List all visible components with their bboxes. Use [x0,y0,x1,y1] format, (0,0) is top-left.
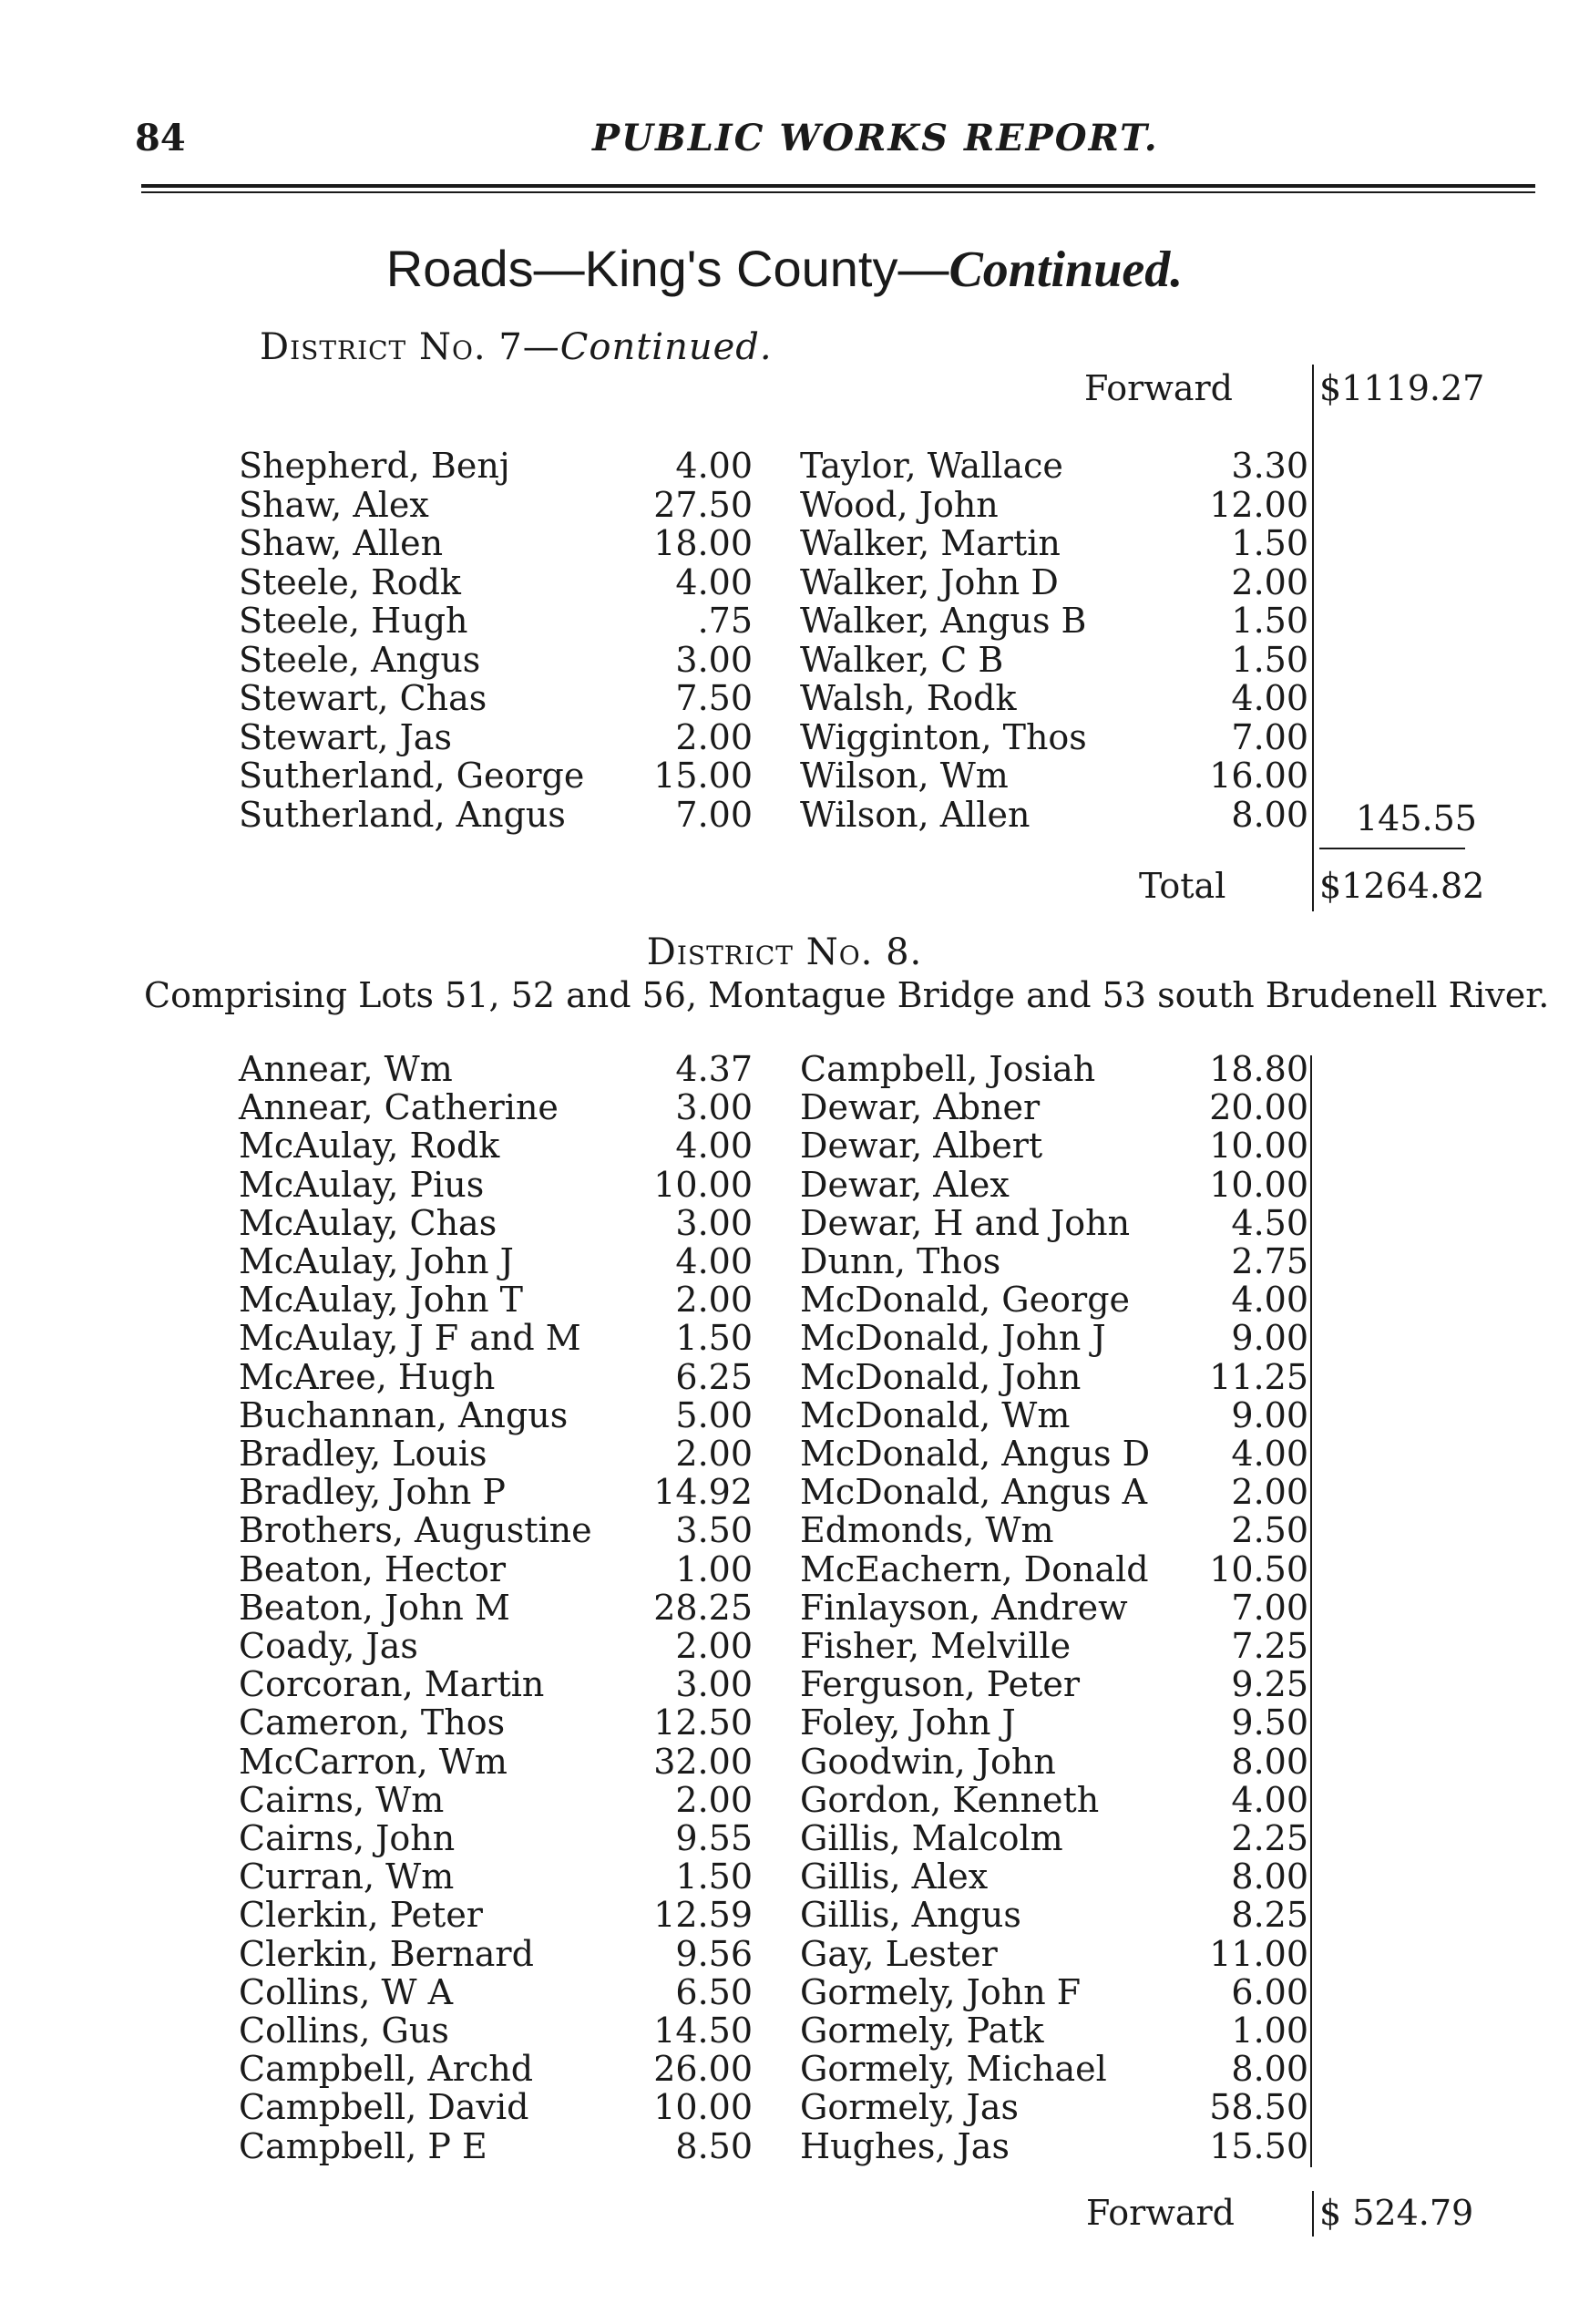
district-8-amount: 7.00 [1231,1587,1308,1628]
district-8-row [800,1126,1308,1165]
district-8-name: Annear, Catherine [239,1087,559,1128]
district-7-amount: .75 [697,601,753,641]
district-8-row [239,1204,753,1242]
district-8-row [239,1589,753,1627]
district-8-row [800,1665,1308,1703]
district-7-amount: 2.00 [1231,561,1308,602]
district-8-name: Dewar, H and John [800,1202,1131,1243]
forward-label-top: Forward [1084,368,1234,408]
district-8-amount: 8.50 [675,2125,753,2166]
forward-label-bottom: Forward [1086,2193,1236,2233]
district-8-amount: 4.37 [675,1049,753,1089]
district-8-name: McEachern, Donald [800,1548,1149,1589]
district-8-amount: 3.00 [675,1664,753,1705]
column-rule-forward [1312,2191,1314,2237]
district-8-amount: 5.00 [675,1394,753,1435]
district-8-name: Coady, Jas [239,1626,418,1666]
district-8-amount: 3.50 [675,1510,753,1551]
district-8-amount: 8.00 [1231,2049,1308,2090]
district-8-row [239,1743,753,1781]
district-7-row [239,486,753,524]
district-8-row [800,2050,1308,2088]
district-7-row [239,447,753,485]
district-8-row [800,2088,1308,2126]
district-7-name: Wilson, Wm [800,756,1009,796]
district-8-name: McAulay, Chas [239,1202,497,1243]
district-8-amount: 4.00 [675,1241,753,1281]
district-7-name: Wood, John [800,484,999,525]
district-8-name: Cairns, Wm [239,1779,445,1820]
district-8-name: Fisher, Melville [800,1626,1072,1666]
district-8-amount: 9.56 [675,1933,753,1974]
district-8-amount: 1.00 [675,1548,753,1589]
district-8-row [239,1511,753,1549]
district-8-amount: 8.00 [1231,1856,1308,1897]
district-8-amount: 9.25 [1231,1664,1308,1705]
header-rule-thin [141,191,1535,193]
district-8-amount: 10.00 [1209,1164,1308,1205]
district-8-row [239,2050,753,2088]
district-8-row [800,1358,1308,1396]
district-7-amount: 12.00 [1209,484,1308,525]
district-8-amount: 1.50 [675,1856,753,1897]
district-8-amount: 11.00 [1209,1933,1308,1974]
district-7-amount: 7.50 [675,678,753,718]
district-8-amount: 4.50 [1231,1202,1308,1243]
district-8-heading: District No. 8. [646,931,923,973]
district-8-amount: 12.50 [653,1702,753,1743]
district-8-row [239,1703,753,1742]
district-8-amount: 15.50 [1209,2125,1308,2166]
district-8-name: McDonald, Wm [800,1394,1071,1435]
district-8-row [800,1050,1308,1088]
district-7-name: Stewart, Chas [239,678,487,718]
forward-amount-top: $1119.27 [1319,368,1485,408]
district-8-amount: 2.50 [1231,1510,1308,1551]
district-8-row [800,1204,1308,1242]
district-8-amount: 8.00 [1231,1741,1308,1782]
district-8-name: Beaton, Hector [239,1548,507,1589]
district-7-name: Walker, Martin [800,523,1061,563]
district-7-row [239,796,753,834]
district-8-name: Corcoran, Martin [239,1664,545,1705]
district-8-name: Collins, Gus [239,2010,449,2051]
district-7-amount: 1.50 [1231,639,1308,680]
district-7-name: Shepherd, Benj [239,446,510,486]
district-8-name: Beaton, John M [239,1587,510,1628]
district-8-row [800,1627,1308,1665]
district-8-amount: 2.75 [1231,1241,1308,1281]
district-8-row [800,1511,1308,1549]
district-8-name: Campbell, Josiah [800,1049,1096,1089]
district-8-amount: 14.50 [653,2010,753,2051]
district-8-name: Clerkin, Peter [239,1895,483,1936]
district-8-amount: 6.25 [675,1356,753,1397]
district-7-amount: 2.00 [675,716,753,757]
district-7-row [239,641,753,679]
district-7-row [800,641,1308,679]
district-7-row [800,486,1308,524]
district-8-name: Bradley, John P [239,1472,506,1513]
district-8-name: McAulay, John J [239,1241,514,1281]
district-8-name: Hughes, Jas [800,2125,1010,2166]
district-7-amount: 3.00 [675,639,753,680]
page-number: 84 [135,117,186,159]
district-7-name: Taylor, Wallace [800,446,1063,486]
district-8-amount: 11.25 [1209,1356,1308,1397]
district-7-amount: 18.00 [653,523,753,563]
district-7-name: Walker, John D [800,561,1059,602]
district-8-amount: 6.00 [1231,1971,1308,2012]
district-8-row [239,1088,753,1126]
district-8-name: Gormely, Jas [800,2087,1020,2128]
district-8-name: McDonald, Angus D [800,1434,1151,1474]
total-label: Total [1139,866,1226,906]
district-8-amount: 58.50 [1209,2087,1308,2128]
district-7-amount: 4.00 [1231,678,1308,718]
district-7-amount: 4.00 [675,446,753,486]
district-7-name: Wilson, Allen [800,794,1031,835]
district-7-subtotal: 145.55 [1356,798,1477,838]
district-8-row [239,2127,753,2165]
district-8-row [239,1126,753,1165]
district-7-amount: 16.00 [1209,756,1308,796]
district-7-amount: 4.00 [675,561,753,602]
district-8-row [239,1896,753,1934]
district-8-name: McDonald, Angus A [800,1472,1148,1513]
district-8-name: Gormely, Michael [800,2049,1107,2090]
district-8-name: Dunn, Thos [800,1241,1001,1281]
district-8-row [800,1396,1308,1435]
district-8-name: McAree, Hugh [239,1356,496,1397]
district-7-name: Steele, Hugh [239,601,468,641]
district-8-amount: 12.59 [653,1895,753,1936]
district-7-row [239,756,753,795]
district-8-name: McAulay, J F and M [239,1318,581,1359]
district-8-name: Cameron, Thos [239,1702,506,1743]
district-8-row [800,1781,1308,1819]
district-8-row [800,1280,1308,1319]
district-7-heading [260,326,773,368]
district-8-row [239,1242,753,1280]
district-8-row [800,1166,1308,1204]
district-8-name: Campbell, David [239,2087,529,2128]
district-8-row [239,1358,753,1396]
district-7-name: Walker, C B [800,639,1004,680]
district-7-amount: 7.00 [1231,716,1308,757]
column-rule-d7 [1312,365,1314,911]
district-7-amount: 27.50 [653,484,753,525]
district-8-row [239,1166,753,1204]
district-8-row [239,1935,753,1973]
page-header [0,117,1569,171]
district-8-amount: 10.00 [1209,1126,1308,1167]
district-7-amount: 8.00 [1231,794,1308,835]
district-8-amount: 10.00 [653,1164,753,1205]
district-8-name: Gillis, Malcolm [800,1818,1063,1858]
district-8-row [800,1857,1308,1896]
district-8-row [239,1819,753,1857]
district-7-row [800,447,1308,485]
district-8-row [800,1703,1308,1742]
district-7-name: Sutherland, George [239,756,585,796]
district-8-name: Brothers, Augustine [239,1510,592,1551]
district-8-amount: 1.00 [1231,2010,1308,2051]
district-8-name: McAulay, Pius [239,1164,485,1205]
district-8-amount: 1.50 [675,1318,753,1359]
forward-amount-bottom: $ 524.79 [1319,2193,1474,2233]
district-8-row [239,1550,753,1589]
district-8-name: Dewar, Abner [800,1087,1041,1128]
district-8-name: Campbell, Archd [239,2049,534,2090]
district-8-name: McDonald, John J [800,1318,1106,1359]
district-8-amount: 2.25 [1231,1818,1308,1858]
district-8-amount: 26.00 [653,2049,753,2090]
district-7-amount: 15.00 [653,756,753,796]
title-continued: Continued. [949,242,1184,298]
district-8-row [800,1896,1308,1934]
district-8-row [239,1665,753,1703]
district-8-name: Gordon, Kenneth [800,1779,1100,1820]
district-7-row [800,602,1308,640]
district-8-amount: 2.00 [675,1626,753,1666]
district-7-row [800,796,1308,834]
district-8-name: Cairns, John [239,1818,456,1858]
header-rule [141,184,1535,188]
district-8-row [800,1819,1308,1857]
column-rule-d8 [1310,1055,1312,2167]
district-8-row [800,1589,1308,1627]
district-8-name: Gillis, Alex [800,1856,989,1897]
district-8-name: Gay, Lester [800,1933,998,1974]
district-8-amount: 18.80 [1209,1049,1308,1089]
district-7-name: Steele, Angus [239,639,481,680]
district-8-name: Collins, W A [239,1971,454,2012]
district-8-amount: 2.00 [675,1434,753,1474]
district-7-row [239,679,753,717]
district-7-amount: 3.30 [1231,446,1308,486]
district-8-amount: 28.25 [653,1587,753,1628]
district-8-name: Clerkin, Bernard [239,1933,534,1974]
district-7-row [800,718,1308,756]
page-title [0,239,1569,299]
district-7-row [800,563,1308,602]
district-8-row [800,1435,1308,1473]
district-7-name: Steele, Rodk [239,561,461,602]
district-8-row [800,1550,1308,1589]
district-8-row [239,2088,753,2126]
district-8-row [800,1973,1308,2011]
district-7-name: Shaw, Allen [239,523,444,563]
district-8-name: Gormely, Patk [800,2010,1044,2051]
district-8-amount: 8.25 [1231,1895,1308,1936]
district-7-name: Sutherland, Angus [239,794,566,835]
district-8-amount: 4.00 [1231,1779,1308,1820]
district-7-amount: 1.50 [1231,523,1308,563]
district-8-amount: 20.00 [1209,1087,1308,1128]
district-8-row [239,1781,753,1819]
district-8-name: Foley, John J [800,1702,1016,1743]
district-8-row [239,2011,753,2050]
district-7-continued: Continued. [559,326,773,368]
district-7-row [800,524,1308,562]
district-8-row [800,1743,1308,1781]
district-8-name: McCarron, Wm [239,1741,508,1782]
district-8-row [239,1319,753,1357]
district-7-name: Walsh, Rodk [800,678,1017,718]
district-7-row [239,524,753,562]
district-8-row [800,1319,1308,1357]
district-8-amount: 4.00 [1231,1434,1308,1474]
district-8-row [800,1473,1308,1511]
district-8-amount: 9.00 [1231,1318,1308,1359]
district-7-amount: 7.00 [675,794,753,835]
district-8-name: Edmonds, Wm [800,1510,1054,1551]
district-7-name: Shaw, Alex [239,484,429,525]
district-8-amount: 9.50 [1231,1702,1308,1743]
district-8-row [800,2011,1308,2050]
title-main: Roads—King's County— [385,240,949,297]
district-8-row [239,1973,753,2011]
district-8-name: Buchannan, Angus [239,1394,569,1435]
district-8-amount: 7.25 [1231,1626,1308,1666]
district-8-amount: 10.50 [1209,1548,1308,1589]
district-8-amount: 2.00 [1231,1472,1308,1513]
district-8-amount: 4.00 [1231,1280,1308,1321]
district-8-row [800,1088,1308,1126]
district-8-name: Curran, Wm [239,1856,455,1897]
district-8-row [800,1935,1308,1973]
district-8-name: McDonald, John [800,1356,1082,1397]
district-7-row [800,679,1308,717]
district-8-row [239,1627,753,1665]
district-8-row [239,1050,753,1088]
district-8-name: Gillis, Angus [800,1895,1021,1936]
district-8-name: Finlayson, Andrew [800,1587,1128,1628]
district-8-amount: 3.00 [675,1202,753,1243]
district-8-row [239,1857,753,1896]
district-7-row [239,718,753,756]
district-8-amount: 14.92 [653,1472,753,1513]
district-8-name: Annear, Wm [239,1049,453,1089]
district-8-row [239,1396,753,1435]
district-8-name: Campbell, P E [239,2125,487,2166]
district-8-amount: 3.00 [675,1087,753,1128]
district-7-label: District No. 7— [260,326,560,368]
district-8-row [800,2127,1308,2165]
district-8-name: McDonald, George [800,1280,1131,1321]
district-8-amount: 10.00 [653,2087,753,2128]
district-8-row [239,1435,753,1473]
district-8-amount: 4.00 [675,1126,753,1167]
district-8-amount: 6.50 [675,1971,753,2012]
district-7-name: Stewart, Jas [239,716,452,757]
subtotal-rule [1319,848,1465,849]
district-8-name: McAulay, John T [239,1280,523,1321]
district-8-description: Comprising Lots 51, 52 and 56, Montague Bridge and 53 south Brudenell River. [144,975,1550,1015]
district-7-name: Walker, Angus B [800,601,1087,641]
district-8-amount: 9.00 [1231,1394,1308,1435]
district-8-row [800,1242,1308,1280]
district-7-amount: 1.50 [1231,601,1308,641]
district-8-name: Dewar, Albert [800,1126,1043,1167]
district-8-name: McAulay, Rodk [239,1126,500,1167]
running-head: PUBLIC WORKS REPORT. [592,117,1159,159]
district-8-amount: 2.00 [675,1280,753,1321]
district-8-row [239,1280,753,1319]
district-8-amount: 2.00 [675,1779,753,1820]
district-7-name: Wigginton, Thos [800,716,1087,757]
district-8-name: Dewar, Alex [800,1164,1010,1205]
district-8-row [239,1473,753,1511]
district-7-row [239,563,753,602]
district-8-name: Goodwin, John [800,1741,1056,1782]
district-7-row [239,602,753,640]
district-8-amount: 32.00 [653,1741,753,1782]
district-8-name: Bradley, Louis [239,1434,487,1474]
district-8-amount: 9.55 [675,1818,753,1858]
district-8-name: Gormely, John F [800,1971,1082,2012]
district-8-name: Ferguson, Peter [800,1664,1081,1705]
district-7-row [800,756,1308,795]
total-amount: $1264.82 [1319,866,1485,906]
